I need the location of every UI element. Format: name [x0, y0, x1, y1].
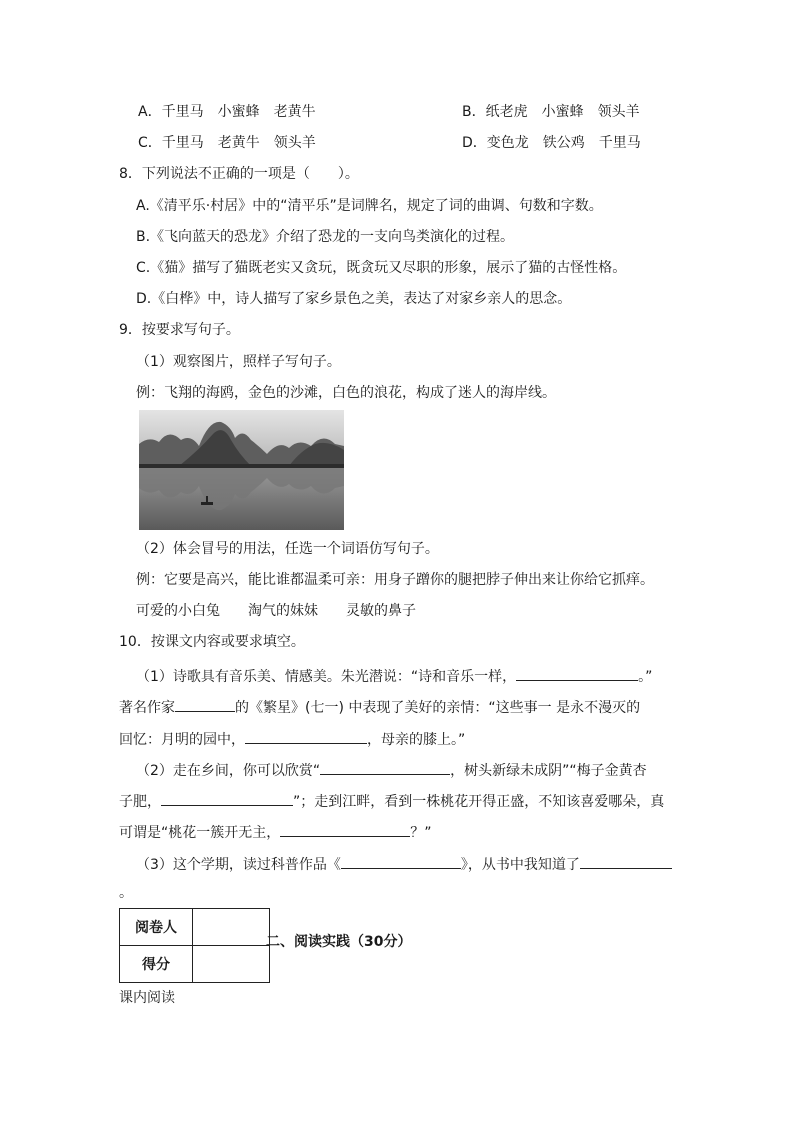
blank-8[interactable] [580, 852, 672, 869]
q10-line7-mid: 》，从书中我知道了 [460, 857, 580, 873]
question-9-stem: 9．按要求写句子。 [119, 322, 240, 338]
q8-option-c: C.《猫》描写了猫既老实又贪玩，既贪玩又尽职的形象，展示了猫的古怪性格。 [136, 260, 627, 276]
score-cell[interactable] [193, 946, 270, 983]
q9-part2-example: 例：它要是高兴，能比谁都温柔可亲：用身子蹭你的腿把脖子伸出来让你给它抓痒。 [136, 572, 654, 588]
q10-line6 [119, 820, 432, 843]
q8-option-b: B.《飞向蓝天的恐龙》介绍了恐龙的一支向鸟类演化的过程。 [136, 229, 515, 245]
q10-line4-text: （2）走在乡间，你可以欣赏“ [136, 763, 321, 779]
q10-line3-end: ，母亲的膝上。” [367, 732, 466, 748]
option-b: B．纸老虎 小蜜蜂 领头羊 [462, 104, 640, 120]
q10-line6-text: 可谓是“桃花一簇开无主， [119, 825, 281, 841]
q8-option-d: D.《白桦》中，诗人描写了家乡景色之美，表达了对家乡亲人的思念。 [136, 291, 572, 307]
q10-line7 [136, 852, 672, 875]
subsection-title: 课内阅读 [119, 990, 175, 1006]
q10-line5-end: ”；走到江畔，看到一株桃花开得正盛，不知该喜爱哪朵，真 [293, 794, 665, 810]
q10-line4 [136, 758, 647, 781]
q8-option-a: A.《清平乐·村居》中的“清平乐”是词牌名，规定了词的曲调、句数和字数。 [136, 198, 603, 214]
q10-line4-end: ，树头新绿未成阴”“梅子金黄杏 [450, 763, 647, 779]
q10-line2-text: 著名作家 [119, 700, 175, 716]
q10-line1-end: 。” [638, 669, 653, 685]
reviewer-cell[interactable] [193, 909, 270, 946]
blank-3[interactable] [245, 727, 367, 744]
option-d: D．变色龙 铁公鸡 千里马 [462, 135, 641, 151]
blank-7[interactable] [341, 852, 461, 869]
question-10-stem: 10．按课文内容或要求填空。 [119, 634, 305, 650]
q10-line5-text: 子肥， [119, 794, 161, 810]
q10-line8: 。 [119, 885, 133, 901]
blank-6[interactable] [280, 820, 410, 837]
q9-part1: （1）观察图片，照样子写句子。 [136, 354, 341, 370]
option-a: A．千里马 小蜜蜂 老黄牛 [138, 104, 316, 120]
q10-line2 [119, 695, 640, 718]
q10-line7-text: （3）这个学期，读过科普作品《 [136, 857, 341, 873]
q9-word-choices: 可爱的小白兔 淘气的妹妹 灵敏的鼻子 [136, 603, 416, 619]
q9-part1-example: 例：飞翔的海鸥，金色的沙滩，白色的浪花，构成了迷人的海岸线。 [136, 385, 556, 401]
q9-part2: （2）体会冒号的用法，任选一个词语仿写句子。 [136, 541, 439, 557]
karst-landscape-photo [139, 410, 344, 530]
q10-line5 [119, 789, 664, 812]
blank-2[interactable] [175, 695, 235, 712]
score-table [119, 908, 270, 983]
option-c: C．千里马 老黄牛 领头羊 [138, 135, 316, 151]
blank-1[interactable] [516, 664, 638, 681]
section-2-title: 二、阅读实践（30分） [266, 934, 412, 950]
reviewer-label: 阅卷人 [120, 909, 193, 946]
blank-4[interactable] [320, 758, 450, 775]
q10-line6-end: ？” [410, 825, 432, 841]
q10-line1 [136, 664, 652, 687]
q10-line3 [119, 727, 465, 750]
q10-line1-text: （1）诗歌具有音乐美、情感美。朱光潜说：“诗和音乐一样， [136, 669, 517, 685]
q10-line3-text: 回忆：月明的园中， [119, 732, 245, 748]
blank-5[interactable] [161, 789, 293, 806]
score-label: 得分 [120, 946, 193, 983]
question-8-stem: 8．下列说法不正确的一项是（ ）。 [119, 166, 359, 182]
q10-line2-end: 的《繁星》(七一) 中表现了美好的亲情：“这些事一 是永不漫灭的 [235, 700, 641, 716]
